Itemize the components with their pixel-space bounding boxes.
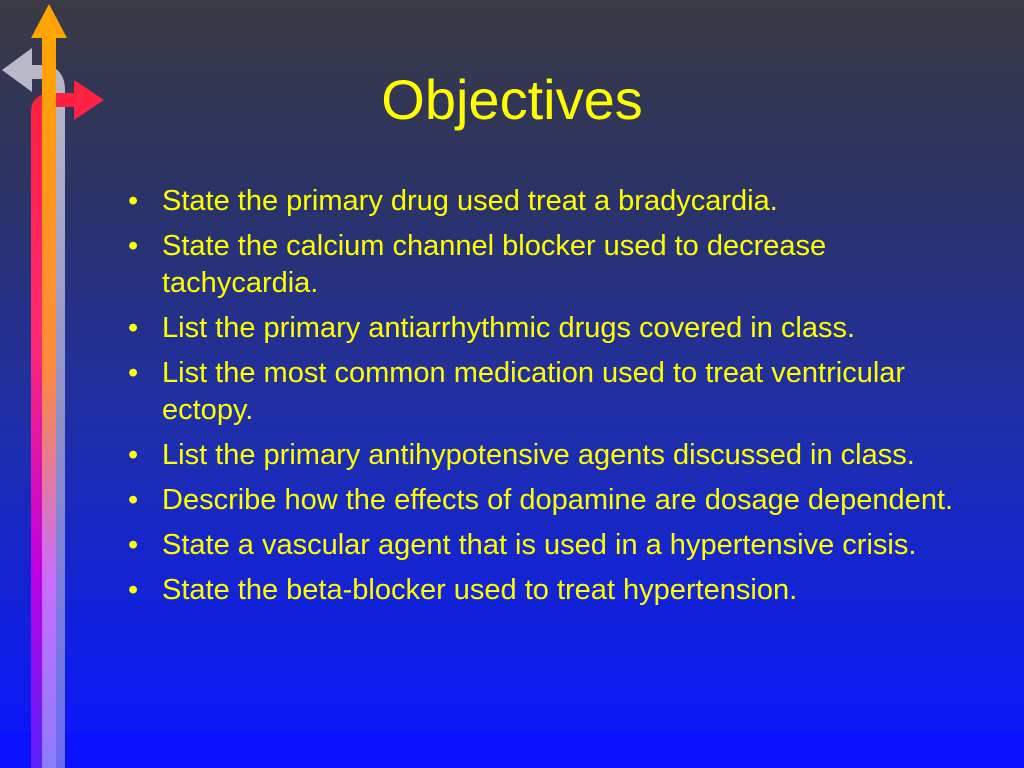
bullet-text: List the most common medication used to treat ventricular ectopy. [162,357,906,426]
bullet-dot: • [128,574,139,606]
objectives-list [128,183,988,617]
bullet-text: State the calcium channel blocker used to decrease tachycardia. [162,230,827,299]
list-item [128,437,988,474]
list-item [128,527,988,564]
bullet-dot: • [128,484,139,516]
bullet-text: State the primary drug used treat a bradycardia. [162,185,778,217]
list-item [128,183,988,220]
bullet-dot: • [128,230,139,262]
list-item [128,572,988,609]
slide-title: Objectives [381,68,643,131]
bottom-band [0,732,1024,768]
list-item [128,310,988,347]
bullet-text: List the primary antihypotensive agents discussed in class. [162,439,915,471]
list-item [128,482,988,519]
list-item [128,228,988,302]
bullet-dot: • [128,529,139,561]
bullet-text: State a vascular agent that is used in a hypertensive crisis. [162,529,917,561]
bullet-dot: • [128,357,139,389]
bullet-text: Describe how the effects of dopamine are dosage dependent. [162,484,954,516]
bullet-text: List the primary antiarrhythmic drugs covered in class. [162,312,856,344]
list-item [128,355,988,429]
bullet-dot: • [128,312,139,344]
bullet-dot: • [128,185,139,217]
bullet-dot: • [128,439,139,471]
bullet-text: State the beta-blocker used to treat hypertension. [162,574,798,606]
